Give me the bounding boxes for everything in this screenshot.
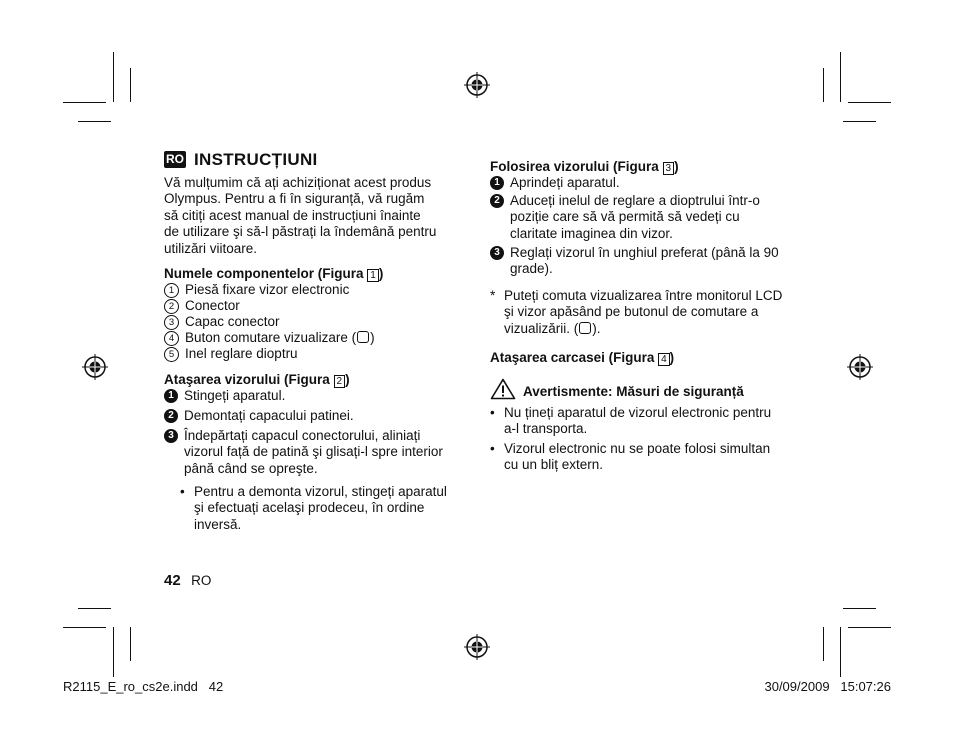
- using-viewfinder-heading: Folosirea vizorului (Figura 3 ): [490, 159, 679, 174]
- component-item: 3 Capac conector: [164, 314, 280, 330]
- components-heading: Numele componentelor (Figura 1 ): [164, 266, 384, 281]
- attach-viewfinder-heading: Ataşarea vizorului (Figura 2 ): [164, 372, 350, 387]
- lcd-switch-icon: [579, 322, 591, 334]
- step-item: 1 Aprindeți aparatul.: [490, 175, 620, 191]
- component-item: 2 Conector: [164, 298, 240, 314]
- attach-case-heading: Ataşarea carcasei (Figura 4 ): [490, 350, 675, 365]
- bullet-marker: •: [490, 405, 495, 420]
- number-marker: 3: [164, 315, 179, 330]
- registration-mark-right: [845, 352, 875, 382]
- title-text: INSTRUCȚIUNI: [194, 150, 318, 169]
- step-number: 3: [490, 246, 504, 260]
- figure-number: 1: [367, 269, 379, 282]
- number-marker: 2: [164, 299, 179, 314]
- page-title: [164, 150, 318, 170]
- language-badge: RO: [166, 152, 184, 166]
- component-item: 4 Buton comutare vizualizare ( ): [164, 330, 375, 346]
- footer-file-info: R2115_E_ro_cs2e.indd 42: [63, 679, 224, 694]
- lcd-switch-icon: [357, 331, 369, 343]
- figure-number: 3: [663, 162, 675, 175]
- step-item: 1 Stingeți aparatul.: [164, 388, 285, 404]
- intro-line: de utilizare şi să-l păstrați la îndemână pentru: [164, 224, 437, 240]
- figure-number: 4: [658, 353, 670, 366]
- intro-line: utilizări viitoare.: [164, 240, 258, 256]
- intro-line: Olympus. Pentru a fi în siguranță, vă rugăm: [164, 191, 425, 207]
- component-item: 1 Piesă fixare vizor electronic: [164, 282, 349, 298]
- asterisk-note: * Puteți comuta vizualizarea între monitorul LCD şi vizor apăsând pe butonul de comutare a vizualizării. ( ).: [490, 288, 783, 336]
- step-item: 3 Îndepărtați capacul conectorului, aliniați vizorul față de patină şi glisați-l spre interior până când se opreşte.: [164, 428, 443, 477]
- step-number: 3: [164, 429, 178, 443]
- asterisk-marker: *: [490, 288, 496, 303]
- component-item: 5 Inel reglare dioptru: [164, 346, 298, 362]
- step-item: 3 Reglați vizorul în unghiul preferat (până la 90 grade).: [490, 245, 779, 278]
- figure-number: 2: [334, 375, 346, 388]
- page-number: 42 RO: [164, 572, 212, 589]
- bullet-marker: •: [180, 484, 185, 499]
- registration-mark-top: [462, 70, 492, 100]
- step-number: 1: [490, 176, 504, 190]
- bullet-note: • Pentru a demonta vizorul, stingeți aparatul şi efectuați acelaşi prodeceu, în ordine inversă.: [180, 484, 447, 532]
- warning-icon: [490, 378, 516, 400]
- registration-mark-left: [80, 352, 110, 382]
- step-item: 2 Demontați capacului patinei.: [164, 408, 354, 424]
- step-number: 1: [164, 389, 178, 403]
- warning-item: • Nu țineți aparatul de vizorul electronic pentru a-l transporta.: [490, 405, 772, 437]
- footer-timestamp: 30/09/2009 15:07:26: [764, 679, 891, 694]
- registration-mark-bottom: [462, 632, 492, 662]
- intro-line: Vă mulțumim că ați achiziționat acest produs: [164, 175, 432, 190]
- step-number: 2: [490, 194, 504, 208]
- intro-paragraph: [164, 175, 464, 257]
- warning-item: • Vizorul electronic nu se poate folosi simultan cu un bliț extern.: [490, 441, 771, 473]
- number-marker: 5: [164, 347, 179, 362]
- number-marker: 4: [164, 331, 179, 346]
- warning-heading: Avertismente: Măsuri de siguranță: [490, 378, 744, 400]
- bullet-marker: •: [490, 441, 495, 456]
- step-item: 2 Aduceți inelul de reglare a dioptrului într-o poziție care să vă permită să vedeți cu claritate imaginea din vizor.: [490, 193, 760, 242]
- number-marker: 1: [164, 283, 179, 298]
- intro-line: să citiți acest manual de instrucțiuni înainte: [164, 207, 421, 223]
- step-number: 2: [164, 409, 178, 423]
